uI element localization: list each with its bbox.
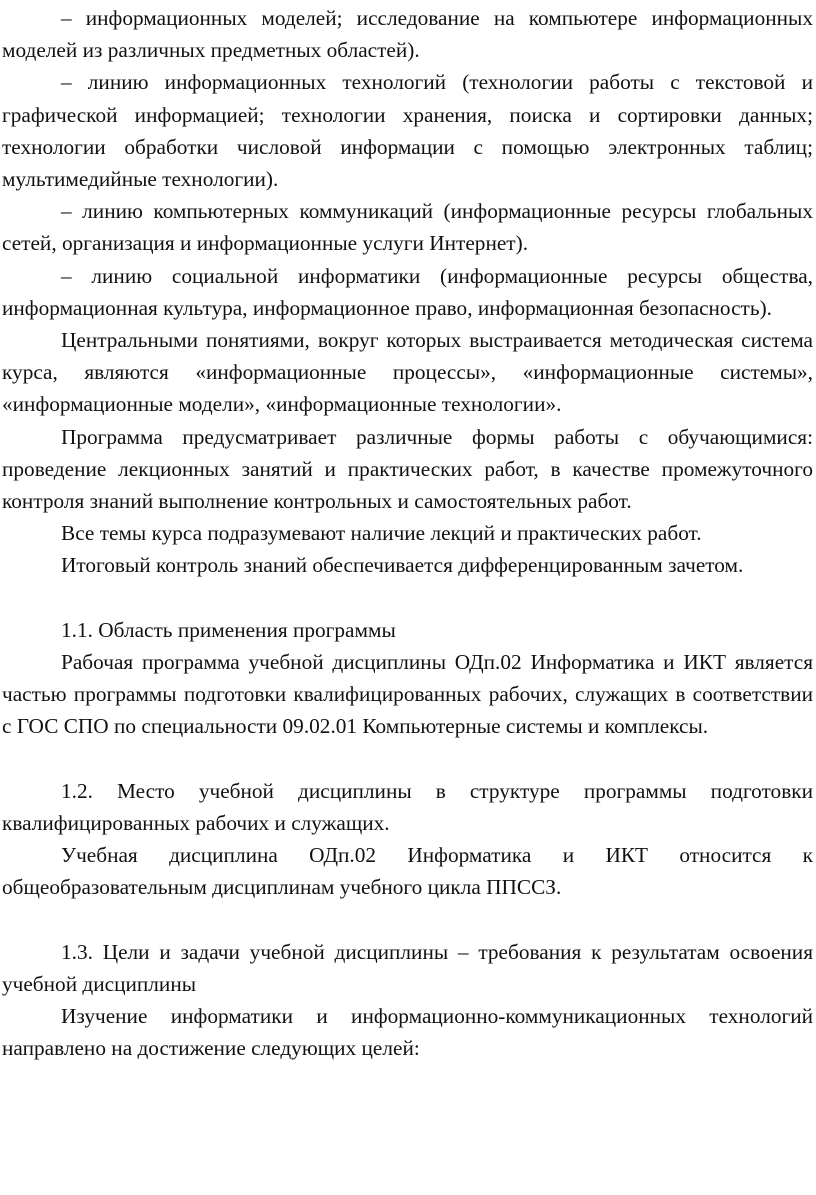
paragraph-central-concepts: Центральными понятиями, вокруг которых выстраивается методическая система курса, являются «информационные процессы», «информационные системы», «информационные модели», «информационные технологии». [2, 328, 813, 417]
spacer [2, 582, 813, 614]
section-heading-1-1: 1.1. Область применения программы [61, 617, 396, 642]
paragraph-program-forms: Программа предусматривает различные формы работы с обучающимися: проведение лекционных занятий и практических работ, в качестве промежуточного контроля знаний выполнение контрольных и самостоятельных работ. [2, 424, 813, 514]
list-item-social-informatics: – линию социальной информатики (информационные ресурсы общества, информационная культура, информационное право, информационная безопасность). [2, 263, 813, 320]
list-item-information-technologies: – линию информационных технологий (технологии работы с текстовой и графической информацией; технологии хранения, поиска и сортировки данных; технологии обработки числовой информации с помощью электронных таблиц; мультимедийные технологии). [2, 70, 813, 192]
section-heading-1-3: 1.3. Цели и задачи учебной дисциплины – требования к результатам освоения учебной дисциплины [2, 939, 813, 997]
spacer [2, 904, 813, 936]
spacer [2, 743, 813, 775]
section-heading-1-2: 1.2. Место учебной дисциплины в структуре программы подготовки квалифицированных рабочих и служащих. [2, 778, 813, 836]
paragraph-final-control: Итоговый контроль знаний обеспечивается дифференцированным зачетом. [61, 553, 744, 578]
paragraph-study-goals: Изучение информатики и информационно-коммуникационных технологий направлено на достижение следующих целей: [2, 1004, 813, 1061]
paragraph-course-topics: Все темы курса подразумевают наличие лекций и практических работ. [61, 521, 702, 546]
paragraph-program-scope: Рабочая программа учебной дисциплины ОДп.02 Информатика и ИКТ является частью программы подготовки квалифицированных рабочих, служащих в соответствии с ГОС СПО по специальности 09.02.01 Компьютерные системы и комплексы. [2, 650, 813, 739]
list-item-information-models: – информационных моделей; исследование на компьютере информационных моделей из различных предметных областей). [2, 6, 813, 63]
paragraph-discipline-place: Учебная дисциплина ОДп.02 Информатика и ИКТ относится к общеобразовательным дисциплинам учебного цикла ППССЗ. [2, 843, 813, 900]
list-item-computer-communications: – линию компьютерных коммуникаций (информационные ресурсы глобальных сетей, организация и информационные услуги Интернет). [2, 199, 813, 256]
